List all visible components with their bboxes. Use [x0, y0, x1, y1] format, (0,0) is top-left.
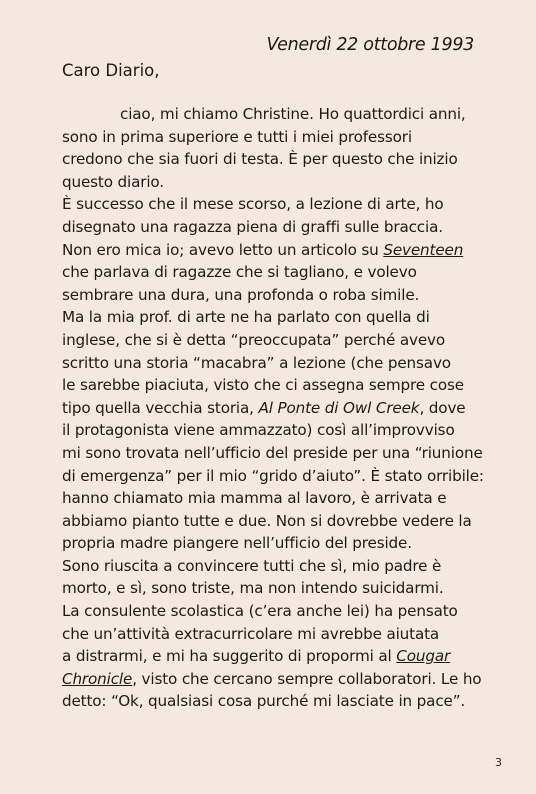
text-segment: tipo quella vecchia storia, [62, 398, 259, 417]
text-segment: Non ero mica io; avevo letto un articolo su [62, 240, 384, 259]
magazine-title: Seventeen [383, 240, 464, 259]
text-segment: a distrarmi, e mi ha suggerito di propormi al [62, 647, 397, 666]
text-line: di emergenza” per il mio “grido d’aiuto”. È stato orribile: [62, 466, 484, 485]
text-line: Ma la mia prof. di arte ne ha parlato con quella di [62, 308, 430, 327]
text-line: propria madre piangere nell’ufficio del preside. [62, 534, 412, 553]
page-number: 3 [495, 756, 502, 769]
diary-body [62, 103, 482, 713]
text-line: scritto una storia “macabra” a lezione (che pensavo [62, 353, 451, 372]
text-line: che un’attività extracurricolare mi avrebbe aiutata [62, 624, 440, 643]
text-line: ciao, mi chiamo Christine. Ho quattordici anni, [120, 105, 466, 123]
text-line: La consulente scolastica (c’era anche lei) ha pensato [62, 602, 458, 621]
text-line: morto, e sì, sono triste, ma non intendo suicidarmi. [62, 579, 444, 598]
text-line: Sono riuscita a convincere tutti che sì, mio padre è [62, 556, 442, 575]
text-line: inglese, che si è detta “preoccupata” perché avevo [62, 330, 446, 349]
text-line: sono in prima superiore e tutti i miei professori [62, 127, 412, 146]
text-line: questo diario. [62, 172, 164, 191]
text-segment: , dove [419, 398, 466, 417]
text-line: disegnato una ragazza piena di graffi sulle braccia. [62, 217, 443, 236]
text-line [62, 645, 482, 668]
story-title: Al Ponte di Owl Creek [258, 398, 420, 417]
text-line: che parlava di ragazze che si tagliano, e volevo [62, 263, 417, 282]
text-line: le sarebbe piaciuta, visto che ci assegna sempre cose [62, 376, 464, 395]
text-line: il protagonista viene ammazzato) così all’improvviso [62, 421, 455, 440]
text-line: sembrare una dura, una profonda o roba simile. [62, 285, 420, 304]
text-line: È successo che il mese scorso, a lezione di arte, ho [62, 195, 444, 214]
text-line: credono che sia fuori di testa. È per questo che inizio [62, 150, 458, 169]
text-segment: , visto che cercano sempre collaboratori. Le ho [132, 669, 482, 688]
text-line: abbiamo pianto tutte e due. Non si dovrebbe vedere la [62, 511, 472, 530]
diary-salutation: Caro Diario, [62, 61, 160, 80]
newspaper-title-part2: Chronicle [62, 669, 133, 688]
text-line [62, 397, 482, 420]
text-line: hanno chiamato mia mamma al lavoro, è arrivata e [62, 489, 447, 508]
text-line [62, 668, 482, 691]
text-line: mi sono trovata nell’ufficio del preside per una “riunione [62, 443, 483, 462]
text-line: detto: “Ok, qualsiasi cosa purché mi lasciate in pace”. [62, 692, 466, 711]
newspaper-title-part1: Cougar [396, 647, 451, 666]
diary-date: Venerdì 22 ottobre 1993 [266, 35, 474, 55]
text-line [62, 239, 482, 262]
